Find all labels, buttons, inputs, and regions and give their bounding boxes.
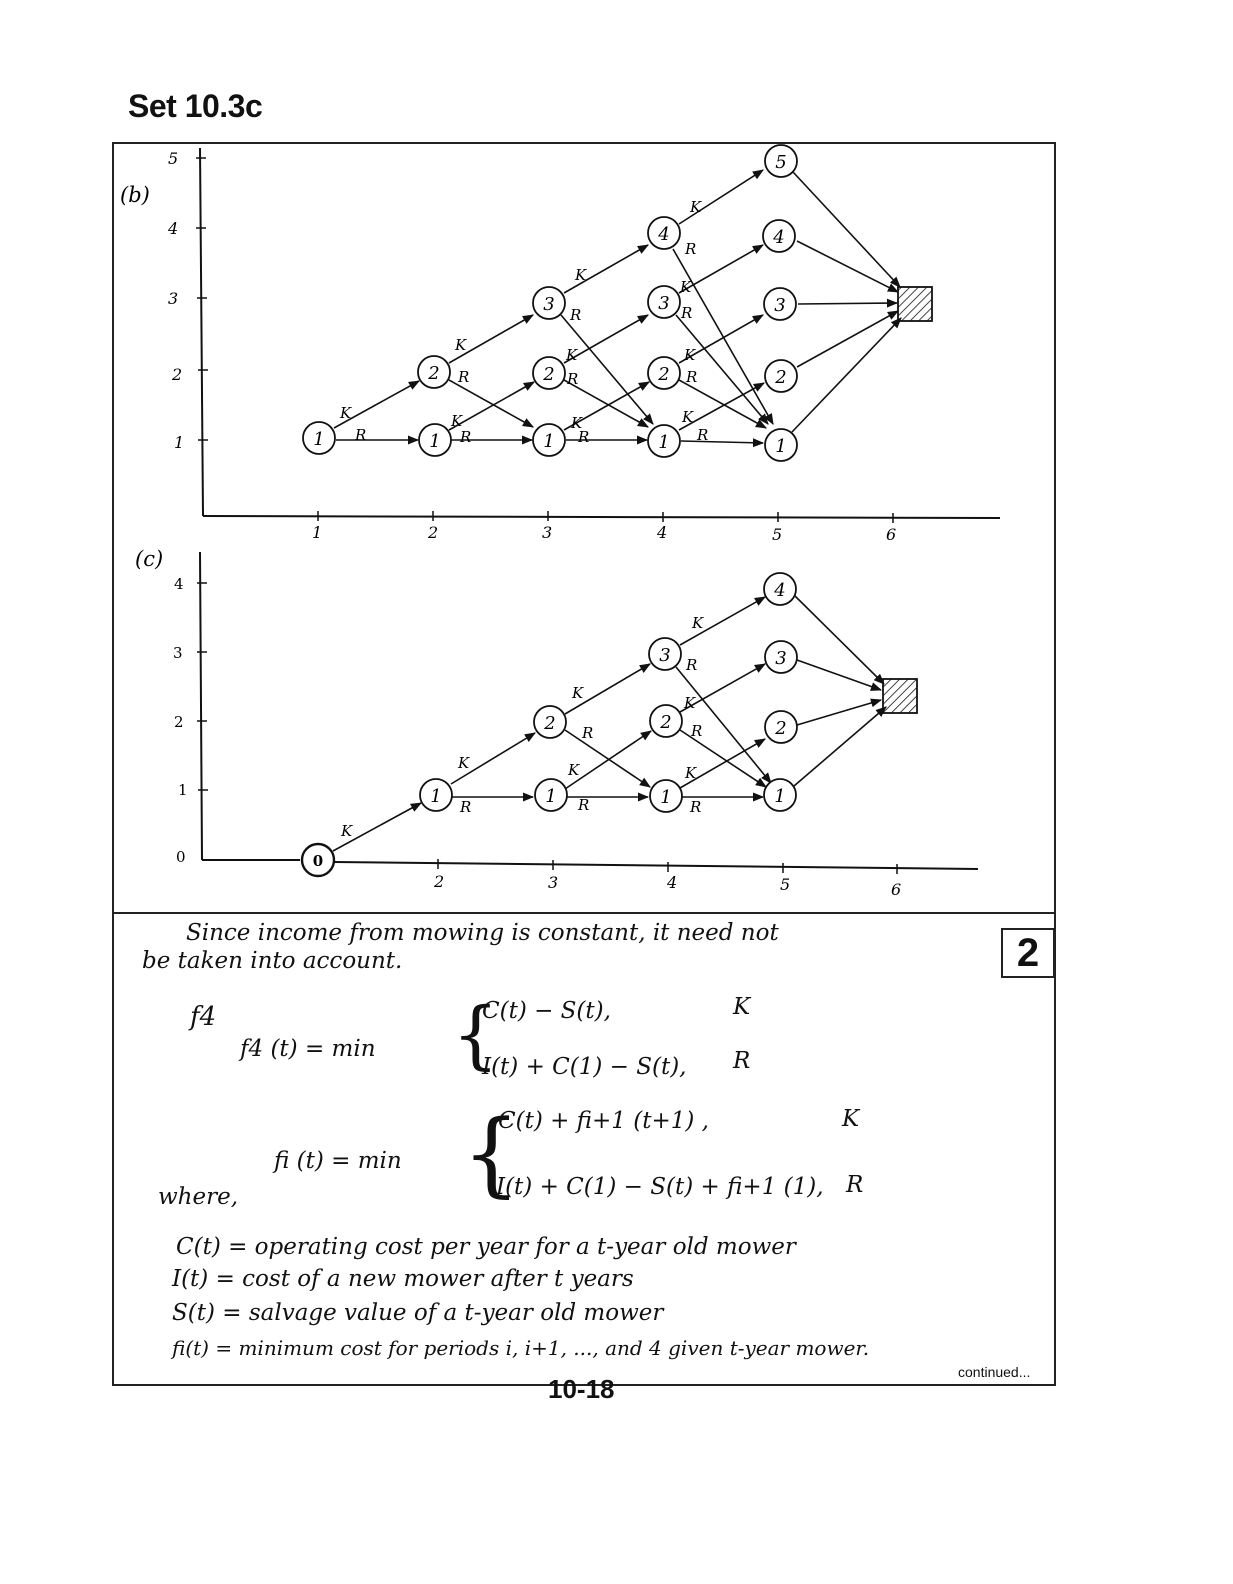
edge-label-replace: R xyxy=(697,426,709,444)
node-label: 3 xyxy=(543,294,555,315)
f4-case-keep: C(t) − S(t), xyxy=(482,998,611,1024)
definition-minimum-cost: fi(t) = minimum cost for periods i, i+1, ..., and 4 given t-year mower. xyxy=(172,1336,870,1360)
diagram-c-y-tick-2: 2 xyxy=(174,713,184,731)
diagram-c-x-tick-6: 6 xyxy=(891,880,902,899)
node-label: 1 xyxy=(543,431,555,452)
edge-label-replace: R xyxy=(685,240,697,258)
edge-label-replace: R xyxy=(458,368,470,386)
page-number: 10-18 xyxy=(548,1374,615,1404)
node-label: 2 xyxy=(660,712,672,733)
diagram-b-y-tick-3: 3 xyxy=(168,289,179,308)
edge-label-keep: K xyxy=(680,278,692,296)
diagram-c-y-tick-1: 1 xyxy=(178,781,188,799)
diagram-b-terminal-node xyxy=(898,287,932,321)
edge-label-keep: K xyxy=(458,754,470,772)
edge-label-keep: K xyxy=(340,404,352,422)
f4-label: f4 xyxy=(190,1002,217,1032)
edge-label-keep: K xyxy=(451,412,463,430)
diagram-c-node-labels xyxy=(313,580,787,870)
fi-brace: { xyxy=(462,1100,521,1207)
edge-label-keep: K xyxy=(455,336,467,354)
diagram-c-x-tick-5: 5 xyxy=(780,875,791,894)
edge-label-keep: K xyxy=(690,198,702,216)
diagram-b-x-tick-4: 4 xyxy=(657,523,668,542)
diagram-b-y-tick-5: 5 xyxy=(168,149,179,168)
diagram-b-x-tick-6: 6 xyxy=(886,525,897,544)
f4-brace: { xyxy=(452,992,500,1078)
node-label: 2 xyxy=(775,367,787,388)
fi-case-keep-tag: K xyxy=(842,1106,860,1132)
diagram-b-node-labels xyxy=(313,152,786,457)
node-label: 1 xyxy=(313,429,325,450)
diagram-c-label: (c) xyxy=(135,547,164,571)
node-label: 1 xyxy=(430,786,442,807)
diagram-c-y-tick-3: 3 xyxy=(173,644,183,662)
node-label: 3 xyxy=(659,645,671,666)
diagram-c-x-tick-4: 4 xyxy=(667,873,678,892)
f4-case-keep-tag: K xyxy=(733,994,751,1020)
fi-lhs: fi (t) = min xyxy=(274,1148,402,1174)
problem-number-badge: 2 xyxy=(1001,928,1055,978)
node-label: 1 xyxy=(774,786,786,807)
node-label: 1 xyxy=(660,787,672,808)
node-label: 4 xyxy=(774,580,786,601)
node-label: 1 xyxy=(429,431,441,452)
definition-operating-cost: C(t) = operating cost per year for a t-year old mower xyxy=(176,1234,796,1260)
node-label: 3 xyxy=(775,648,787,669)
definition-new-mower-cost: I(t) = cost of a new mower after t years xyxy=(172,1266,634,1292)
edge-label-replace: R xyxy=(460,798,472,816)
edge-label-replace: R xyxy=(691,722,703,740)
node-label: 4 xyxy=(658,224,670,245)
diagram-b-y-tick-4: 4 xyxy=(168,219,179,238)
node-label: 1 xyxy=(545,786,557,807)
node-label: 2 xyxy=(543,364,555,385)
edge-label-keep: K xyxy=(682,408,694,426)
node-label: 2 xyxy=(544,713,556,734)
diagram-c-x-tick-2: 2 xyxy=(434,872,445,891)
diagram-c xyxy=(135,547,978,899)
node-label: 4 xyxy=(773,227,785,248)
diagram-b-edges xyxy=(334,170,901,443)
edge-label-replace: R xyxy=(567,370,579,388)
f4-lhs: f4 (t) = min xyxy=(240,1036,376,1062)
continued-label: continued... xyxy=(958,1364,1031,1380)
edge-label-replace: R xyxy=(578,428,590,446)
diagram-c-y-tick-4: 4 xyxy=(174,575,184,593)
diagram-c-terminal-node xyxy=(883,679,917,713)
diagram-c-x-tick-3: 3 xyxy=(548,873,559,892)
diagram-b xyxy=(120,145,1000,544)
node-label: 5 xyxy=(775,152,787,173)
diagram-c-x-axis xyxy=(334,862,978,869)
where-label: where, xyxy=(158,1184,239,1210)
node-label: 1 xyxy=(775,436,787,457)
intro-line-1: Since income from mowing is constant, it need not xyxy=(186,920,779,946)
set-title: Set 10.3c xyxy=(128,88,263,124)
fi-case-replace-tag: R xyxy=(846,1172,864,1198)
diagram-c-y-tick-0: 0 xyxy=(176,848,186,866)
edge-label-replace: R xyxy=(460,428,472,446)
edge-label-keep: K xyxy=(566,346,578,364)
diagram-b-label: (b) xyxy=(120,183,150,207)
node-label: 2 xyxy=(428,363,440,384)
definition-salvage-value: S(t) = salvage value of a t-year old mower xyxy=(172,1300,664,1326)
diagram-c-edges xyxy=(333,595,886,851)
diagram-b-x-tick-1: 1 xyxy=(312,523,323,542)
edge-label-replace: R xyxy=(355,426,367,444)
edge-label-keep: K xyxy=(341,822,353,840)
edge-label-keep: K xyxy=(684,694,696,712)
intro-line-2: be taken into account. xyxy=(142,948,403,974)
edge-label-keep: K xyxy=(572,684,584,702)
diagram-b-y-tick-1: 1 xyxy=(174,433,185,452)
edge-label-keep: K xyxy=(684,346,696,364)
diagram-b-x-tick-5: 5 xyxy=(772,525,783,544)
node-label: 2 xyxy=(775,718,787,739)
diagram-c-y-axis xyxy=(200,552,202,860)
node-label: 0 xyxy=(312,852,324,870)
f4-case-replace-tag: R xyxy=(733,1048,751,1074)
node-label: 3 xyxy=(774,295,786,316)
edge-label-replace: R xyxy=(578,796,590,814)
edge-label-replace: R xyxy=(686,368,698,386)
edge-label-replace: R xyxy=(681,304,693,322)
edge-label-replace: R xyxy=(570,306,582,324)
diagram-b-y-axis xyxy=(200,148,203,516)
node-label: 3 xyxy=(658,293,670,314)
edge-label-keep: K xyxy=(685,764,697,782)
edge-label-keep: K xyxy=(692,614,704,632)
node-label: 2 xyxy=(658,364,670,385)
diagram-b-y-tick-2: 2 xyxy=(172,365,183,384)
edge-label-replace: R xyxy=(690,798,702,816)
edge-label-keep: K xyxy=(568,761,580,779)
diagram-b-x-tick-2: 2 xyxy=(428,523,439,542)
diagram-b-x-axis xyxy=(203,516,1000,518)
fi-case-replace: I(t) + C(1) − S(t) + fi+1 (1), xyxy=(496,1174,824,1200)
edge-label-keep: K xyxy=(575,266,587,284)
node-label: 1 xyxy=(658,432,670,453)
diagram-b-x-tick-3: 3 xyxy=(542,523,553,542)
f4-case-replace: I(t) + C(1) − S(t), xyxy=(482,1054,687,1080)
edge-label-replace: R xyxy=(686,656,698,674)
edge-label-keep: K xyxy=(571,414,583,432)
edge-label-replace: R xyxy=(582,724,594,742)
fi-case-keep: C(t) + fi+1 (t+1) , xyxy=(498,1108,709,1134)
